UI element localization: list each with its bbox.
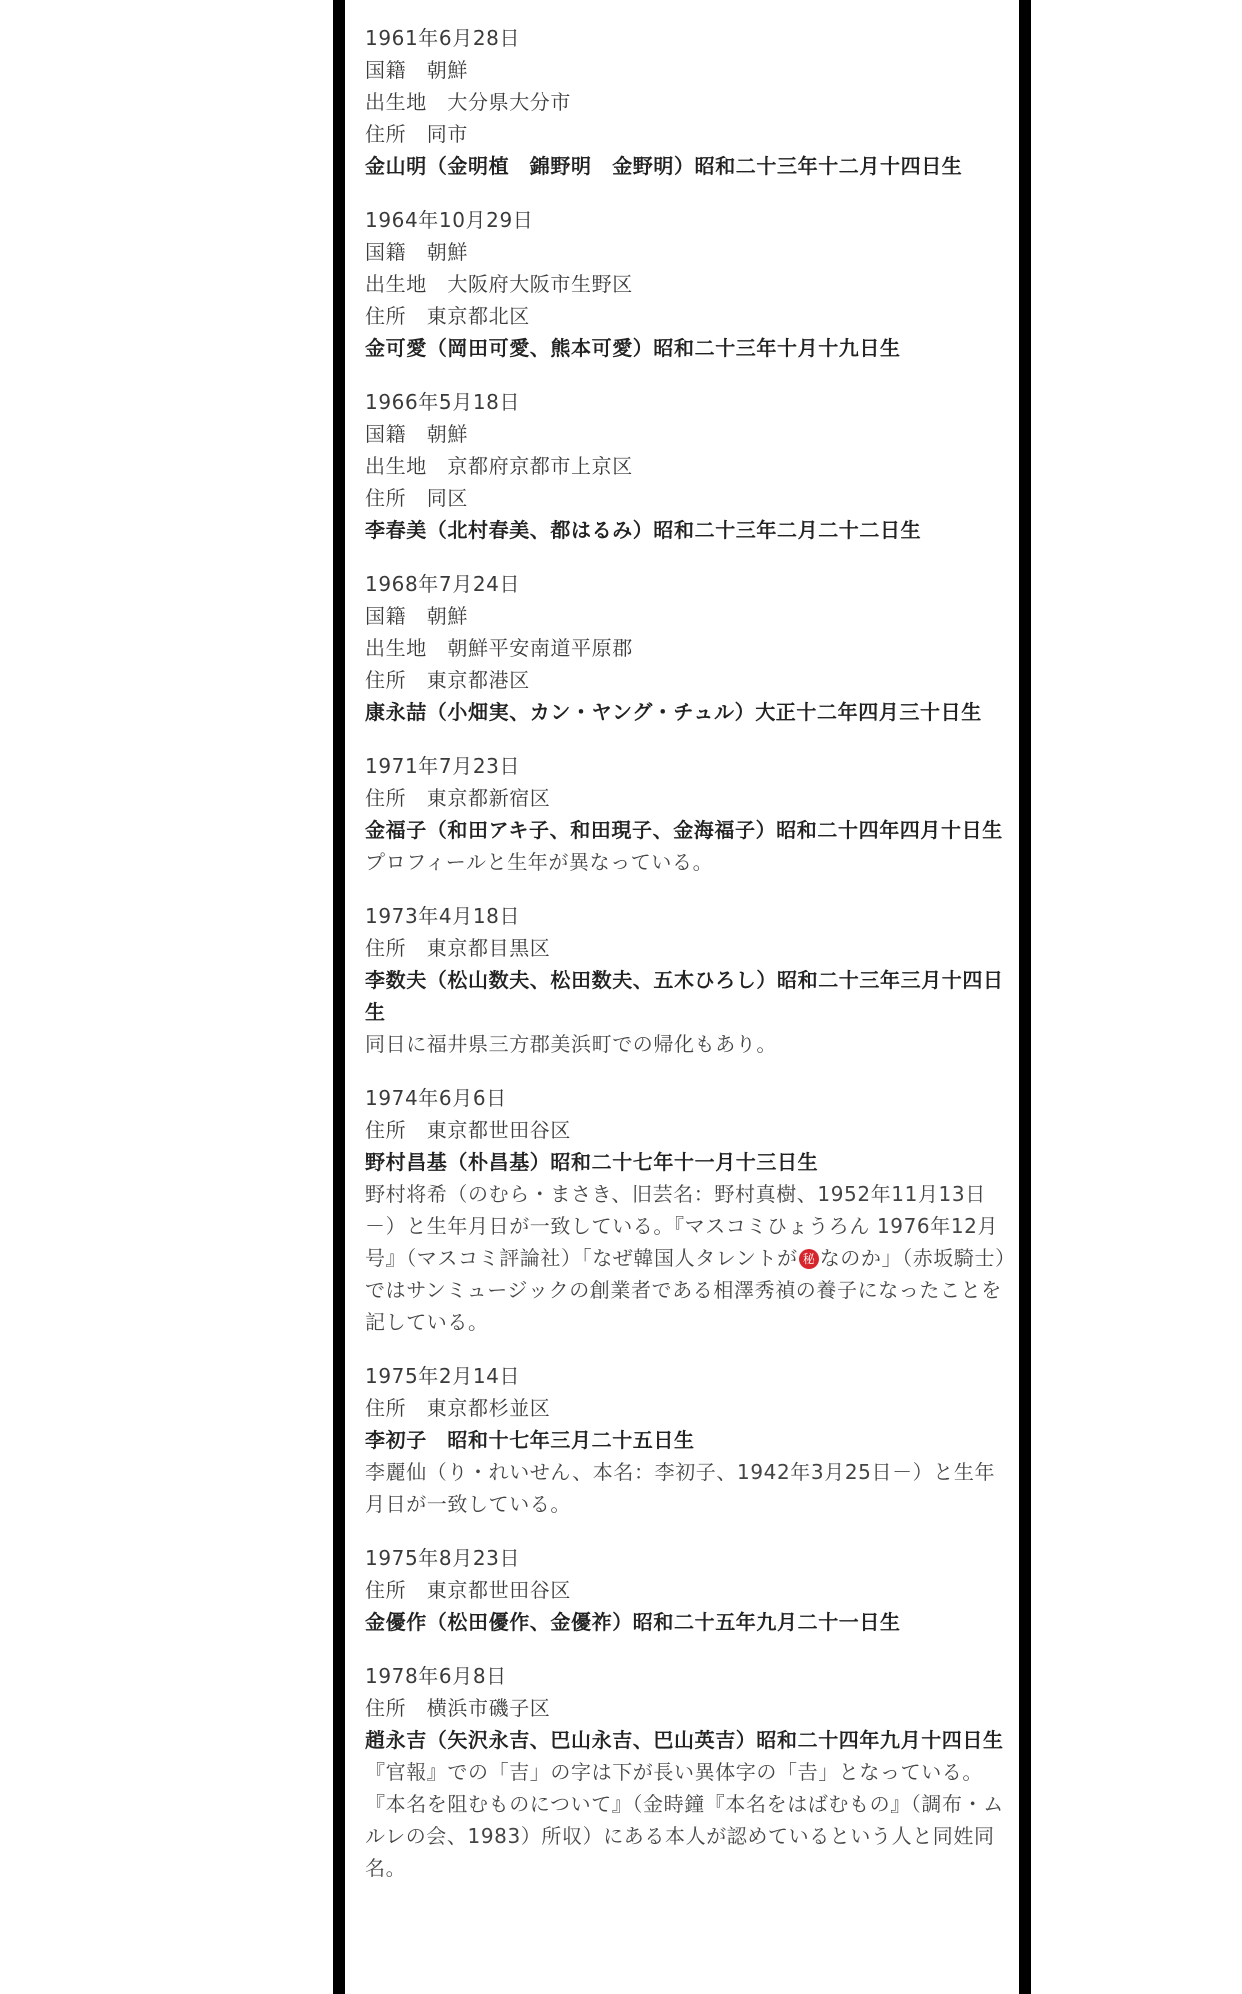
entry-address: 住所 東京都世田谷区 [365, 1578, 571, 1602]
entry-note: 同日に福井県三方郡美浜町での帰化もあり。 [365, 1032, 777, 1056]
entry-name: 李初子 昭和十七年三月二十五日生 [365, 1428, 695, 1452]
document-panel [345, 0, 1019, 1994]
entry-date: 1964年10月29日 [365, 208, 534, 232]
entry-birthplace: 出生地 大阪府大阪市生野区 [365, 272, 633, 296]
entry-address: 住所 同区 [365, 486, 468, 510]
entry-nationality: 国籍 朝鮮 [365, 240, 468, 264]
list-item [365, 1660, 1009, 1884]
entry-date: 1966年5月18日 [365, 390, 521, 414]
entry-date: 1973年4月18日 [365, 904, 521, 928]
entry-address: 住所 東京都北区 [365, 304, 530, 328]
entry-name: 康永喆（小畑実、カン・ヤング・チュル）大正十二年四月三十日生 [365, 700, 982, 724]
entry-note-text: なのか」（赤坂騎士）ではサンミュージックの創業者である相澤秀禎の養子になったことを記している。 [365, 1246, 1006, 1334]
entry-name: 野村昌基（朴昌基）昭和二十七年十一月十三日生 [365, 1150, 819, 1174]
entry-address: 住所 東京都目黒区 [365, 936, 551, 960]
entry-date: 1974年6月6日 [365, 1086, 507, 1110]
entry-name: 金可愛（岡田可愛、熊本可愛）昭和二十三年十月十九日生 [365, 336, 901, 360]
list-item [365, 1082, 1009, 1338]
entry-name: 金福子（和田アキ子、和田現子、金海福子）昭和二十四年四月十日生 [365, 818, 1003, 842]
entry-date: 1975年2月14日 [365, 1364, 521, 1388]
entry-name: 趙永吉（矢沢永吉、巴山永吉、巴山英吉）昭和二十四年九月十四日生 [365, 1728, 1004, 1752]
entry-address: 住所 東京都港区 [365, 668, 530, 692]
entry-birthplace: 出生地 大分県大分市 [365, 90, 571, 114]
entry-nationality: 国籍 朝鮮 [365, 58, 468, 82]
entry-note: 『官報』での「吉」の字は下が長い異体字の「𠮷」となっている。『本名を阻むものについて』（金時鐘『本名をはばむもの』（調布・ムルレの会、1983）所収）にある本人が認めているという人と同姓同名。 [365, 1760, 1004, 1880]
entry-birthplace: 出生地 京都府京都市上京区 [365, 454, 633, 478]
entry-nationality: 国籍 朝鮮 [365, 422, 468, 446]
list-item [365, 1360, 1009, 1520]
entry-date: 1975年8月23日 [365, 1546, 521, 1570]
list-item [365, 1542, 1009, 1638]
entry-date: 1968年7月24日 [365, 572, 521, 596]
entry-note: プロフィールと生年が異なっている。 [365, 850, 714, 874]
entry-birthplace: 出生地 朝鮮平安南道平原郡 [365, 636, 633, 660]
entry-name: 金山明（金明植 錦野明 金野明）昭和二十三年十二月十四日生 [365, 154, 963, 178]
secret-mark-icon: 秘 [799, 1249, 819, 1269]
entry-nationality: 国籍 朝鮮 [365, 604, 468, 628]
entry-address: 住所 東京都新宿区 [365, 786, 551, 810]
entry-note [365, 1178, 1009, 1338]
entry-date: 1978年6月8日 [365, 1664, 507, 1688]
entry-name: 李数夫（松山数夫、松田数夫、五木ひろし）昭和二十三年三月十四日生 [365, 968, 1004, 1024]
list-item [365, 22, 1009, 182]
entry-name: 金優作（松田優作、金優祚）昭和二十五年九月二十一日生 [365, 1610, 901, 1634]
entry-address: 住所 横浜市磯子区 [365, 1696, 551, 1720]
list-item [365, 750, 1009, 878]
entry-name: 李春美（北村春美、都はるみ）昭和二十三年二月二十二日生 [365, 518, 922, 542]
entry-date: 1961年6月28日 [365, 26, 521, 50]
list-item [365, 900, 1009, 1060]
list-item [365, 204, 1009, 364]
entry-address: 住所 東京都世田谷区 [365, 1118, 571, 1142]
entry-note: 李麗仙（り・れいせん、本名：李初子、1942年3月25日－）と生年月日が一致している。 [365, 1460, 996, 1516]
list-item [365, 386, 1009, 546]
entry-address: 住所 同市 [365, 122, 468, 146]
list-item [365, 568, 1009, 728]
naturalization-list [365, 22, 1009, 1906]
entry-date: 1971年7月23日 [365, 754, 521, 778]
entry-note-text: 野村将希（のむら・まさき、旧芸名：野村真樹、1952年11月13日－）と生年月日が一致している。『マスコミひょうろん 1976年12月号』（マスコミ評論社）「なぜ韓国人タレントが [365, 1182, 999, 1270]
entry-address: 住所 東京都杉並区 [365, 1396, 551, 1420]
